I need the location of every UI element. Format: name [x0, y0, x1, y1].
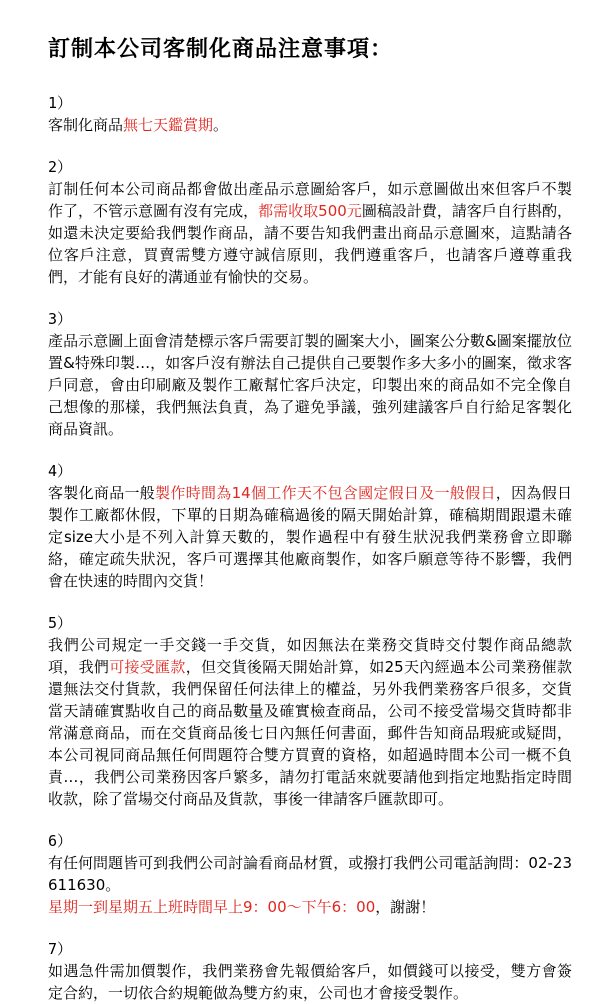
- notice-section-6: [48, 830, 572, 918]
- body-text: 客制化商品: [48, 116, 124, 134]
- highlight-text: 無七天鑑賞期: [123, 116, 214, 134]
- section-number: 1）: [48, 94, 73, 112]
- body-text: 客製化商品一般: [48, 484, 156, 502]
- section-body: [48, 634, 572, 810]
- notice-section-3: [48, 308, 572, 440]
- body-text: 。: [213, 116, 229, 134]
- section-body: [48, 114, 572, 136]
- highlight-text: 製作時間為14個工作天不包含國定假日及一般假日: [155, 484, 496, 502]
- section-number: 3）: [48, 310, 73, 328]
- highlight-text: 星期一到星期五上班時間早上9：00～下午6：00: [48, 898, 376, 916]
- notice-sections: [48, 92, 572, 1004]
- section-number: 6）: [48, 832, 73, 850]
- body-text: 訂制任何本公司商品都會做出產品示意圖給客戶，如示意圖做出來但客戶不製作了，不管示意圖有沒有完成，: [48, 180, 572, 220]
- section-body: [48, 178, 572, 288]
- body-text: 圖稿設計費，請客戶自行斟酌，如還未決定要給我們製作商品，請不要告知我們畫出商品示意圖來，這點請各位客戶注意，買賣需雙方遵守誠信原則，我們遵重客戶，也請客戶遵尊重我們，才能有良好的溝通並有愉快的交易。: [48, 202, 572, 286]
- body-text: 產品示意圖上面會清楚標示客戶需要訂製的圖案大小，圖案公分數&圖案擺放位置&特殊印製…，如客戶沒有辦法自己提供自己要製作多大多小的圖案，徵求客戶同意，會由印刷廠及製作工廠幫忙客戶決定，印製出來的商品如不完全像自己想像的那樣，我們無法負責，為了避免爭議，強列建議客戶自行給足客製化商品資訊。: [48, 332, 572, 438]
- section-body: [48, 852, 572, 918]
- body-text: ，但交貨後隔天開始計算，如25天內經過本公司業務催款還無法交付貨款，我們保留任何法律上的權益，另外我們業務客戶很多，交貨當天請確實點收自己的商品數量及確實檢查商品，公司不接受當場交貨時都非常滿意商品，而在交貨商品後七日內無任何書面，郵件告知商品瑕疵或疑問，本公司視同商品無任何問題符合雙方買賣的資格，如超過時間本公司一概不負責…，我們公司業務因客戶繁多，請勿打電話來就要請他到指定地點指定時間收款，除了當場交付商品及貨款，事後一律請客戶匯款即可。: [48, 658, 572, 808]
- section-number: 4）: [48, 462, 73, 480]
- section-number: 7）: [48, 940, 73, 958]
- section-number: 2）: [48, 158, 73, 176]
- notice-section-1: [48, 92, 572, 136]
- notice-section-2: [48, 156, 572, 288]
- page-title: 訂制本公司客制化商品注意事項：: [48, 36, 394, 62]
- body-text: ，因為假日製作工廠都休假，下單的日期為確稿過後的隔天開始計算，確稿期間跟還未確定size大小是不列入計算天數的，製作過程中有發生狀況我們業務會立即聯絡，確定疏失狀況，客戶可選擇其他廠商製作，如客戶願意等待不影響，我們會在快速的時間內交貨！: [48, 484, 572, 590]
- body-text: 我們公司規定一手交錢一手交貨，如因無法在業務交貨時交付製作商品總款項，我們: [48, 636, 572, 676]
- notice-section-5: [48, 612, 572, 810]
- notice-section-4: [48, 460, 572, 592]
- highlight-text: 可接受匯款: [109, 658, 186, 676]
- section-body: [48, 960, 572, 1004]
- section-body: [48, 330, 572, 440]
- body-text: 有任何問題皆可到我們公司討論看商品材質，或撥打我們公司電話詢問：02-23611630。: [48, 854, 572, 894]
- body-text: ，謝謝！: [375, 898, 436, 916]
- section-body: [48, 482, 572, 592]
- body-text: 如遇急件需加價製作，我們業務會先報價給客戶，如價錢可以接受，雙方會簽定合約，一切依合約規範做為雙方約束，公司也才會接受製作。: [48, 962, 572, 1002]
- section-number: 5）: [48, 614, 73, 632]
- notice-section-7: [48, 938, 572, 1004]
- highlight-text: 都需收取500元: [258, 202, 362, 220]
